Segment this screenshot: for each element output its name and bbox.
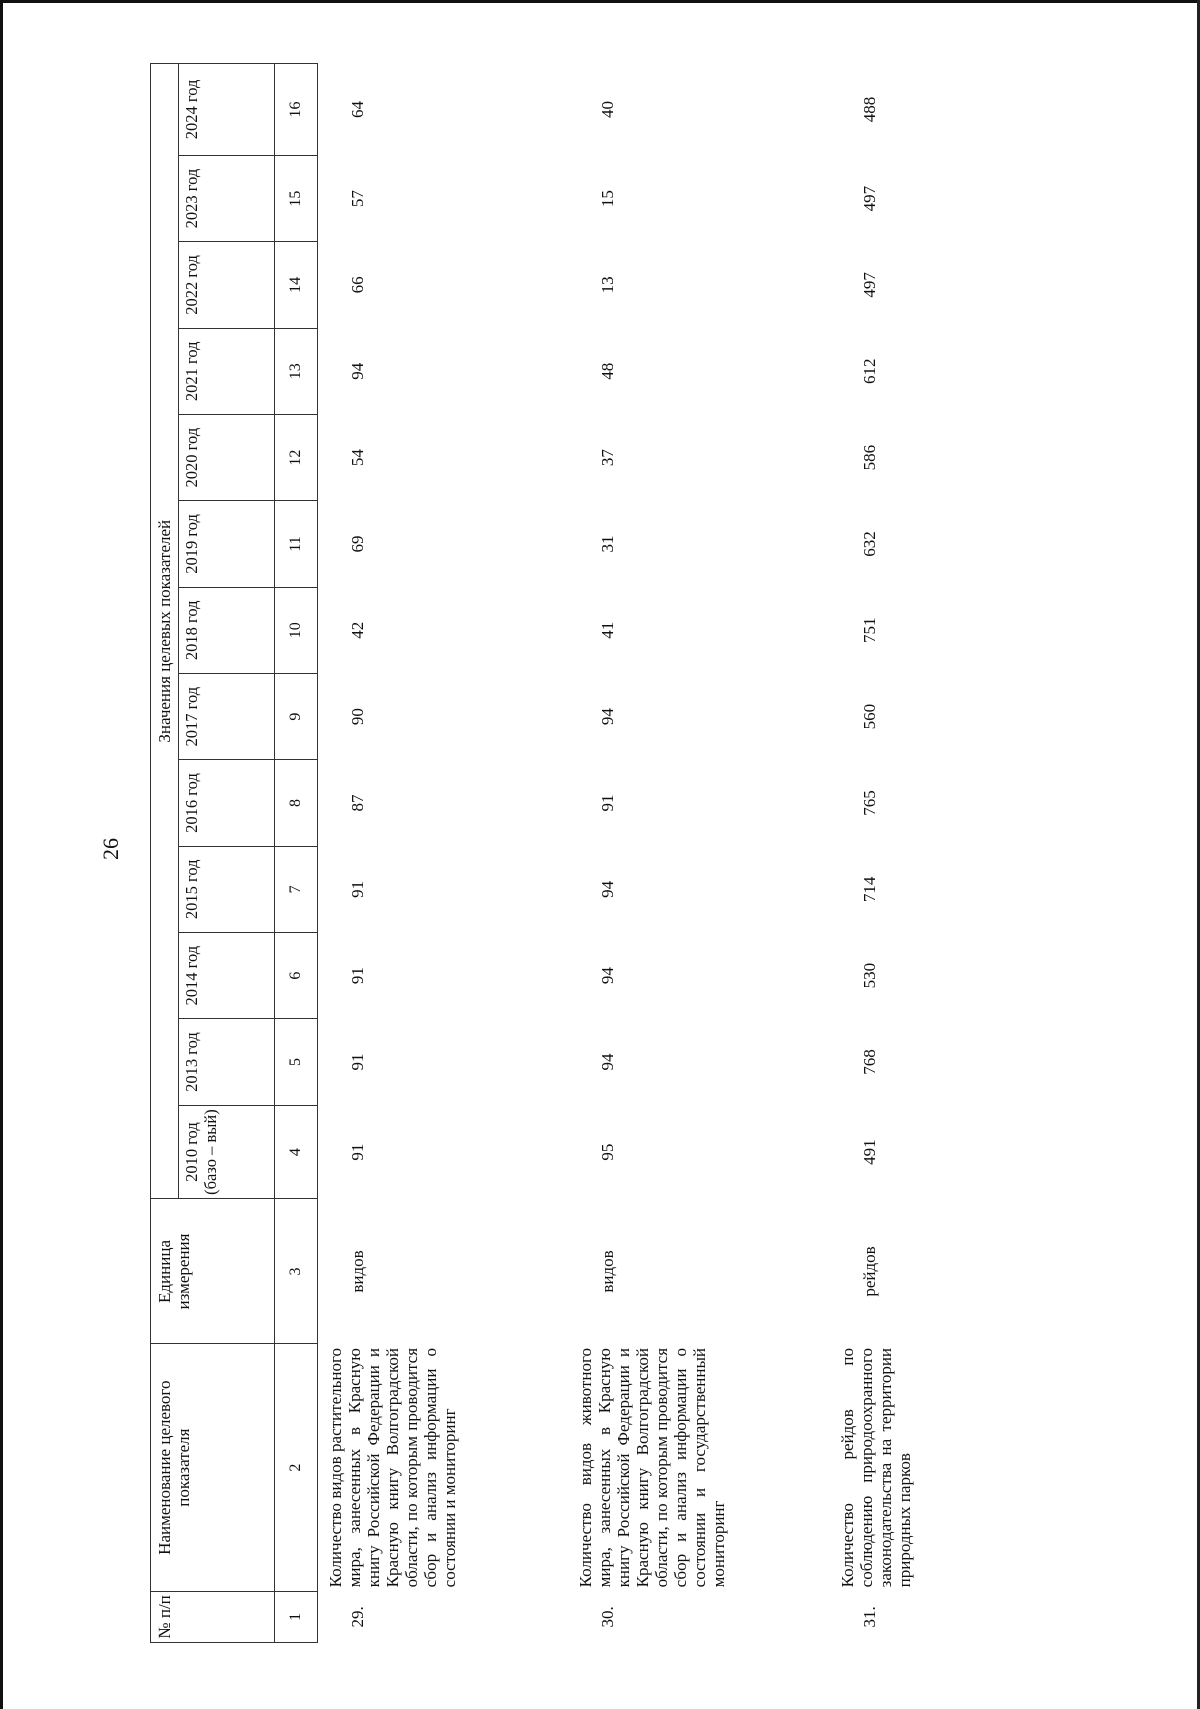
column-index: 2 [275,1344,318,1591]
column-index: 1 [275,1591,318,1642]
value-cell: 57 [348,190,368,208]
value-cell: 66 [348,276,368,294]
value-cell: 87 [348,794,368,812]
value-cell: 497 [859,185,879,212]
column-index: 4 [275,1105,318,1199]
value-cell: 13 [597,276,617,294]
value-cell: 15 [597,190,617,208]
column-index: 13 [275,328,318,414]
value-cell: 94 [597,967,617,985]
header-no: № п/п [151,1591,275,1642]
year-header: 2019 год [179,501,275,587]
indicator-name: Количество видов животного мира, занесенных в Красную книгу Российской Федерации и Красную книгу Волгоградской области, по которым проводится сбор и анализ информации о состоянии и государственный мониторинг [575,1347,728,1588]
value-cell: 40 [597,100,617,118]
header-name: Наименование целевого показателя [151,1344,275,1591]
header-row [151,64,179,1643]
column-index: 16 [275,64,318,156]
value-cell: 530 [859,962,879,989]
column-index-row [275,64,318,1643]
value-cell: 751 [859,617,879,644]
value-cell: 42 [348,621,368,639]
value-cell: 91 [348,1053,368,1071]
value-cell: 586 [859,444,879,471]
value-cell: 765 [859,790,879,816]
year-header: 2022 год [179,242,275,328]
value-cell: 69 [348,535,368,553]
value-cell: 612 [859,358,879,385]
value-cell: 94 [597,1053,617,1071]
year-header: 2018 год [179,587,275,673]
row-number: 29. [348,1606,368,1628]
column-index: 8 [275,760,318,846]
indicator-name: Количество рейдов по соблюдению природоохранного законодательства на территории природных парков [837,1347,914,1588]
unit: рейдов [859,1246,879,1297]
column-index: 7 [275,846,318,932]
column-index: 11 [275,501,318,587]
year-header: 2020 год [179,414,275,500]
table-row [568,64,830,1643]
value-cell: 95 [597,1143,617,1161]
value-cell: 560 [859,703,879,730]
table-row [830,64,1030,1643]
value-cell: 64 [348,100,368,118]
year-header: 2017 год [179,673,275,759]
value-cell: 497 [859,272,879,298]
column-index: 9 [275,673,318,759]
column-index: 10 [275,587,318,673]
page-number: 26 [98,838,123,860]
year-header: 2013 год [179,1019,275,1105]
header-unit: Единица измерения [151,1199,275,1344]
column-index: 5 [275,1019,318,1105]
column-index: 14 [275,242,318,328]
year-header: 2015 год [179,846,275,932]
value-cell: 90 [348,708,368,726]
column-index: 15 [275,155,318,241]
value-cell: 54 [348,449,368,467]
year-header: 2014 год [179,933,275,1019]
unit: видов [597,1250,617,1293]
table-row [318,64,568,1643]
value-cell: 488 [859,96,879,123]
value-cell: 94 [597,880,617,898]
indicators-table [150,63,1030,1643]
value-cell: 94 [348,362,368,380]
header-values-group: Значения целевых показателей [151,64,179,1200]
year-header: 2016 год [179,760,275,846]
value-cell: 91 [597,794,617,812]
column-index: 3 [275,1199,318,1344]
value-cell: 91 [348,1143,368,1161]
value-cell: 714 [859,876,879,903]
column-index: 6 [275,933,318,1019]
value-cell: 632 [859,531,879,557]
row-number: 31. [859,1606,879,1628]
year-header: 2010 год (базо – вый) [179,1105,275,1199]
value-cell: 91 [348,880,368,898]
value-cell: 41 [597,621,617,639]
year-header: 2023 год [179,155,275,241]
year-header: 2024 год [179,64,275,156]
value-cell: 768 [859,1049,879,1075]
value-cell: 491 [859,1139,879,1165]
value-cell: 31 [597,535,617,553]
year-header: 2021 год [179,328,275,414]
value-cell: 91 [348,967,368,985]
value-cell: 94 [597,708,617,726]
row-number: 30. [597,1606,617,1628]
column-index: 12 [275,414,318,500]
indicator-name: Количество видов растительного мира, занесенных в Красную книгу Российской Федерации и Красную книгу Волгоградской области, по которым проводится сбор и анализ информации о состоянии и мониторинг [326,1347,460,1588]
unit: видов [348,1250,368,1293]
value-cell: 48 [597,362,617,380]
value-cell: 37 [597,449,617,467]
